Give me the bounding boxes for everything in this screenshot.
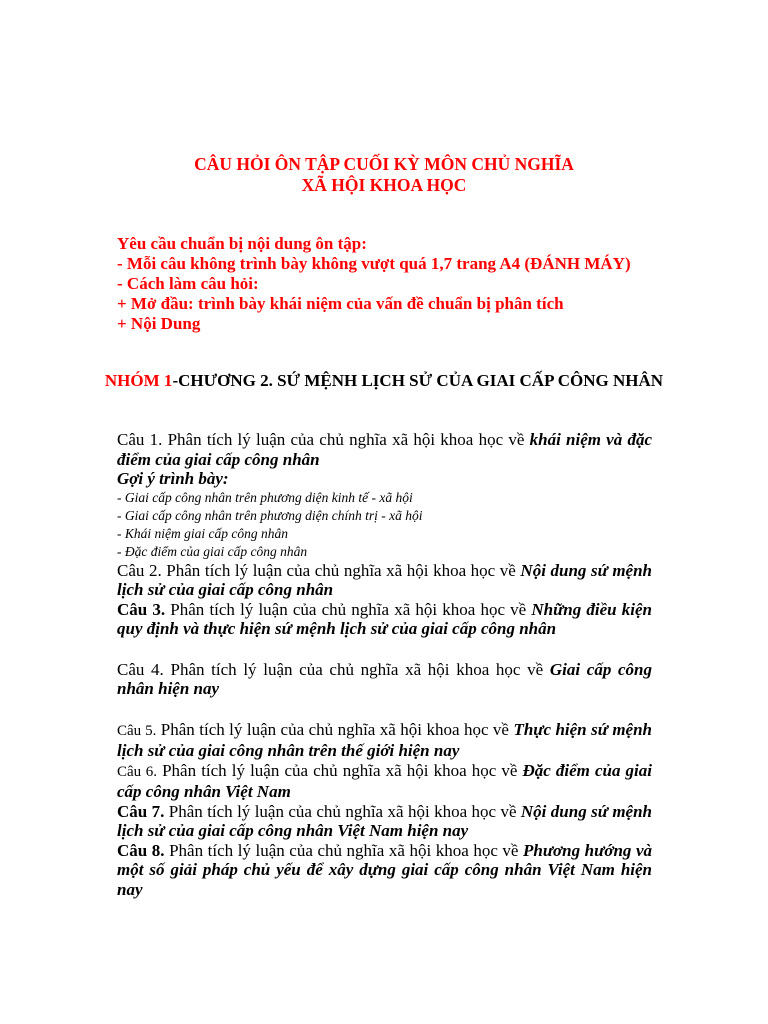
hint-title: Gợi ý trình bày: [117,469,229,488]
question-topic: Những điều kiện quy định và thực hiện sứ mệnh lịch sử của giai cấp công nhân [117,599,653,638]
hint-item: - Giai cấp công nhân trên phương diện chính trị - xã hội [117,507,423,523]
hint-item: - Giai cấp công nhân trên phương diện kinh tế - xã hội [117,489,413,505]
question-topic: Nội dung sứ mệnh lịch sử của giai cấp công nhân Việt Nam hiện nay [117,801,652,840]
question-6 [117,761,652,802]
requirements-heading: Yêu cầu chuẩn bị nội dung ôn tập: [117,234,367,253]
question-text: Phân tích lý luận của chủ nghĩa xã hội khoa học về [162,430,530,449]
hint-item: - Đặc điểm của giai cấp công nhân [117,543,308,559]
requirement-item: + Nội Dung [117,314,201,333]
question-2 [117,561,652,600]
requirement-item: - Cách làm câu hỏi: [117,274,259,293]
question-label: Câu 2. [117,560,162,580]
question-label: Câu 5. [117,722,157,739]
question-3 [117,600,652,639]
title-line-2: XÃ HỘI KHOA HỌC [301,175,467,195]
question-7 [117,802,652,841]
question-topic: khái niệm và đặc điểm của giai cấp công nhân [117,430,653,469]
requirement-item: + Mở đầu: trình bày khái niệm của vấn đề chuẩn bị phân tích [117,294,564,313]
document-title [0,154,768,196]
requirements-block [117,234,657,334]
question-text: Phân tích lý luận của chủ nghĩa xã hội khoa học về [163,659,550,679]
question-4 [117,660,652,699]
question-topic: Đặc điểm của giai cấp công nhân Việt Nam [117,760,652,801]
title-line-1: CÂU HỎI ÔN TẬP CUỐI KỲ MÔN CHỦ NGHĨA [194,154,574,174]
requirement-item: - Mỗi câu không trình bày không vượt quá 1,7 trang A4 (ĐÁNH MÁY) [117,254,631,273]
questions-list [117,430,652,899]
question-text: Phân tích lý luận của chủ nghĩa xã hội khoa học về [161,560,521,580]
question-5 [117,720,652,761]
spacer [117,699,652,720]
question-label: Câu 8. [117,840,165,860]
hint-item: - Khái niệm giai cấp công nhân [117,525,288,541]
question-text: Phân tích lý luận của chủ nghĩa xã hội khoa học về [165,599,532,619]
question-topic: Giai cấp công nhân hiện nay [117,659,652,698]
question-label: Câu 4. [117,659,164,679]
question-text: Phân tích lý luận của chủ nghĩa xã hội khoa học về [164,801,521,821]
group-label: NHÓM 1 [104,371,173,390]
question-label: Câu 7. [117,801,165,821]
question-label: Câu 6. [117,763,158,780]
group-heading [0,371,768,391]
question-8 [117,841,652,900]
question-1 [117,430,652,469]
question-topic: Nội dung sứ mệnh lịch sử của giai cấp công nhân [117,560,653,599]
question-text: Phân tích lý luận của chủ nghĩa xã hội khoa học về [164,840,524,860]
question-text: Phân tích lý luận của chủ nghĩa xã hội khoa học về [157,760,523,780]
question-text: Phân tích lý luận của chủ nghĩa xã hội khoa học về [156,719,514,739]
question-label: Câu 1. [117,430,163,449]
spacer [117,639,652,660]
question-topic: Phương hướng và một số giải pháp chủ yếu để xây dựng giai cấp công nhân Việt Nam hiện nay [117,840,652,899]
question-topic: Thực hiện sứ mệnh lịch sử của giai công nhân trên thế giới hiện nay [117,719,652,760]
question-label: Câu 3. [117,599,166,619]
chapter-title: -CHƯƠNG 2. SỨ MỆNH LỊCH SỬ CỦA GIAI CẤP CÔNG NHÂN [172,371,664,390]
